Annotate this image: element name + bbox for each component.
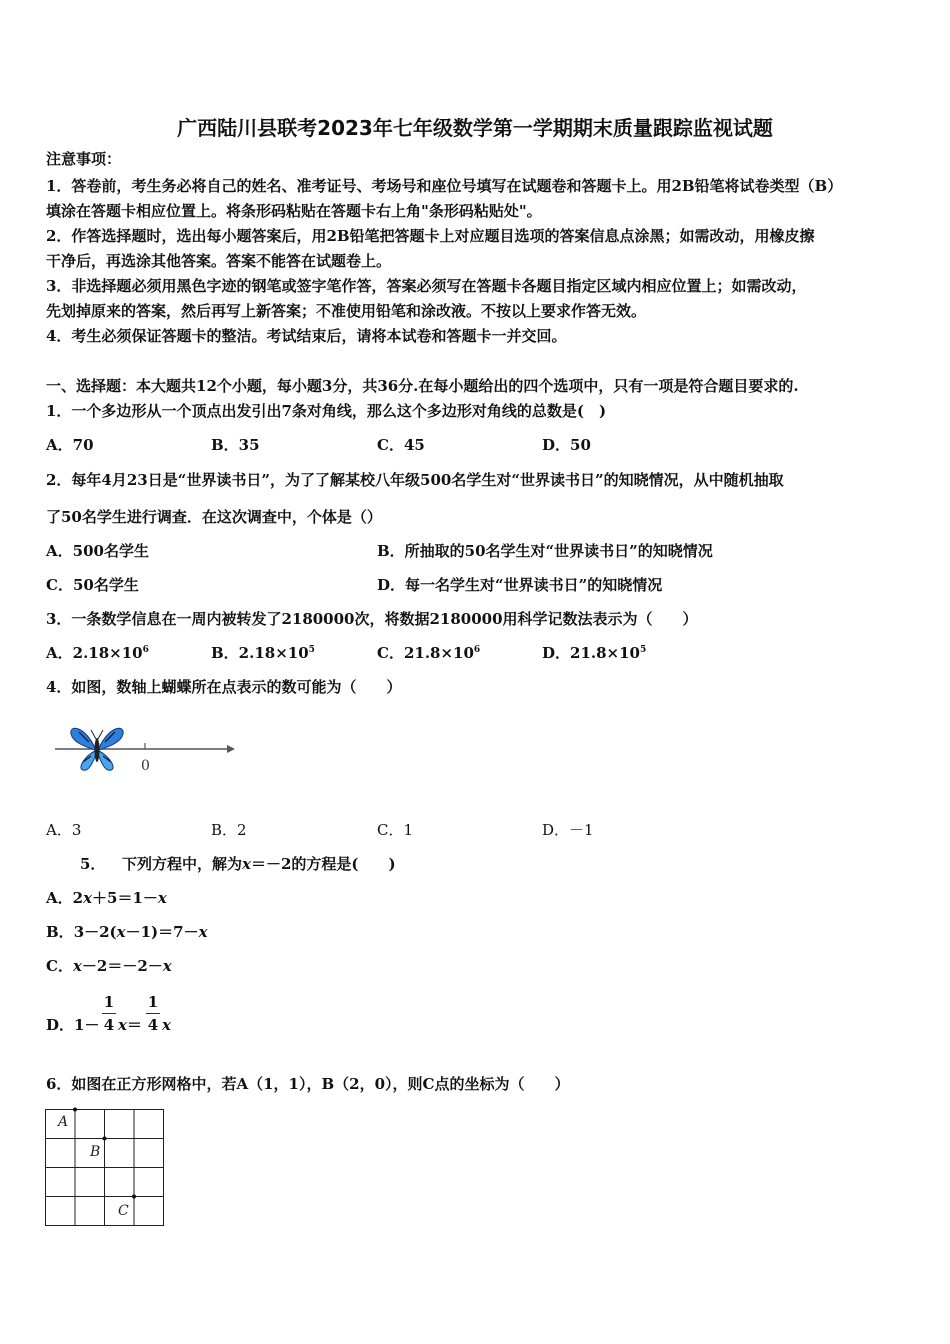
point-a [73, 1108, 77, 1112]
arrow-icon [227, 745, 235, 753]
notice-line: 4．考生必须保证答题卡的整洁。考试结束后，请将本试卷和答题卡一并交回。 [46, 327, 567, 345]
q2-option-a: A．500名学生 [46, 542, 149, 560]
question-3-stem: 3．一条数学信息在一周内被转发了2180000次，将数据2180000用科学记数法表示为（ ） [46, 610, 698, 628]
q4-option-a: A．3 [46, 821, 82, 839]
question-5-stem: 下列方程中，解为x＝－2的方程是( ) [122, 855, 396, 873]
q3-option-d: D．$21.8\times 10^5$ [542, 644, 647, 662]
q2-option-d: D．每一名学生对“世界读书日”的知晓情况 [377, 576, 663, 594]
question-4-stem: 4．如图，数轴上蝴蝶所在点表示的数可能为（ ） [46, 678, 402, 696]
question-6-stem: 6．如图在正方形网格中，若A（1，1），B（2，0），则C点的坐标为（ ） [46, 1075, 570, 1093]
notice-line: 填涂在答题卡相应位置上。将条形码粘贴在答题卡右上角"条形码粘贴处"。 [46, 202, 542, 220]
q2-option-b: B．所抽取的50名学生对“世界读书日”的知晓情况 [377, 542, 713, 560]
q1-option-b: B．35 [211, 436, 260, 454]
point-b [103, 1137, 107, 1141]
page-title: 广西陆川县联考2023年七年级数学第一学期期末质量跟踪监视试题 [177, 116, 773, 140]
q2-option-c: C．50名学生 [46, 576, 139, 594]
grid-figure [44, 1106, 168, 1230]
question-2-stem-cont: 了50名学生进行调查．在这次调查中，个体是（） [46, 508, 382, 526]
notice-line: 3．非选择题必须用黑色字迹的钢笔或签字笔作答，答案必须写在答题卡各题目指定区域内相应位置上；如需改动， [46, 277, 807, 295]
q1-option-d: D．50 [542, 436, 591, 454]
q5-option-a: A．2x＋5＝1－x [46, 889, 167, 907]
question-5-number: 5． [80, 855, 106, 873]
q1-option-c: C．45 [377, 436, 425, 454]
zero-label: 0 [141, 758, 150, 774]
q5-option-b: B．3－2(x－1)＝7－x [46, 923, 208, 941]
point-c [132, 1195, 136, 1199]
q5-option-d-label: D．1－ [46, 1016, 100, 1034]
q3-option-a: A．$2.18\times 10^6$ [46, 644, 149, 662]
q5-option-d-tail: x [162, 1016, 171, 1034]
fraction-one-quarter: 1 4 [147, 993, 159, 1034]
label-b: B [90, 1144, 101, 1160]
q5-option-d-mid: x＝ [118, 1016, 142, 1034]
number-line-figure [55, 720, 240, 780]
section-heading: 一、选择题：本大题共12个小题，每小题3分，共36分.在每小题给出的四个选项中，只有一项是符合题目要求的. [46, 377, 799, 395]
q5-option-c: C．x－2＝－2－x [46, 957, 172, 975]
label-a: A [58, 1114, 69, 1130]
notice-line: 1．答卷前，考生务必将自己的姓名、准考证号、考场号和座位号填写在试题卷和答题卡上。用2B铅笔将试卷类型（B） [46, 177, 843, 195]
question-1-stem: 1．一个多边形从一个顶点出发引出7条对角线，那么这个多边形对角线的总数是( ) [46, 402, 607, 420]
label-c: C [118, 1203, 129, 1219]
question-2-stem: 2．每年4月23日是“世界读书日”，为了了解某校八年级500名学生对“世界读书日”的知晓情况，从中随机抽取 [46, 471, 784, 489]
q3-option-c: C．$21.8\times 10^6$ [377, 644, 481, 662]
q4-option-d: D．－1 [542, 821, 594, 839]
q4-option-c: C．1 [377, 821, 414, 839]
fraction-one-quarter: 1 4 [103, 993, 115, 1034]
notice-heading: 注意事项： [46, 150, 122, 168]
notice-line: 先划掉原来的答案，然后再写上新答案；不准使用铅笔和涂改液。不按以上要求作答无效。 [46, 302, 647, 320]
q1-option-a: A．70 [46, 436, 94, 454]
q3-option-b: B．$2.18\times 10^5$ [211, 644, 315, 662]
notice-line: 2．作答选择题时，选出每小题答案后，用2B铅笔把答题卡上对应题目选项的答案信息点涂黑；如需改动，用橡皮擦 [46, 227, 815, 245]
notice-line: 干净后，再选涂其他答案。答案不能答在试题卷上。 [46, 252, 392, 270]
q4-option-b: B．2 [211, 821, 247, 839]
